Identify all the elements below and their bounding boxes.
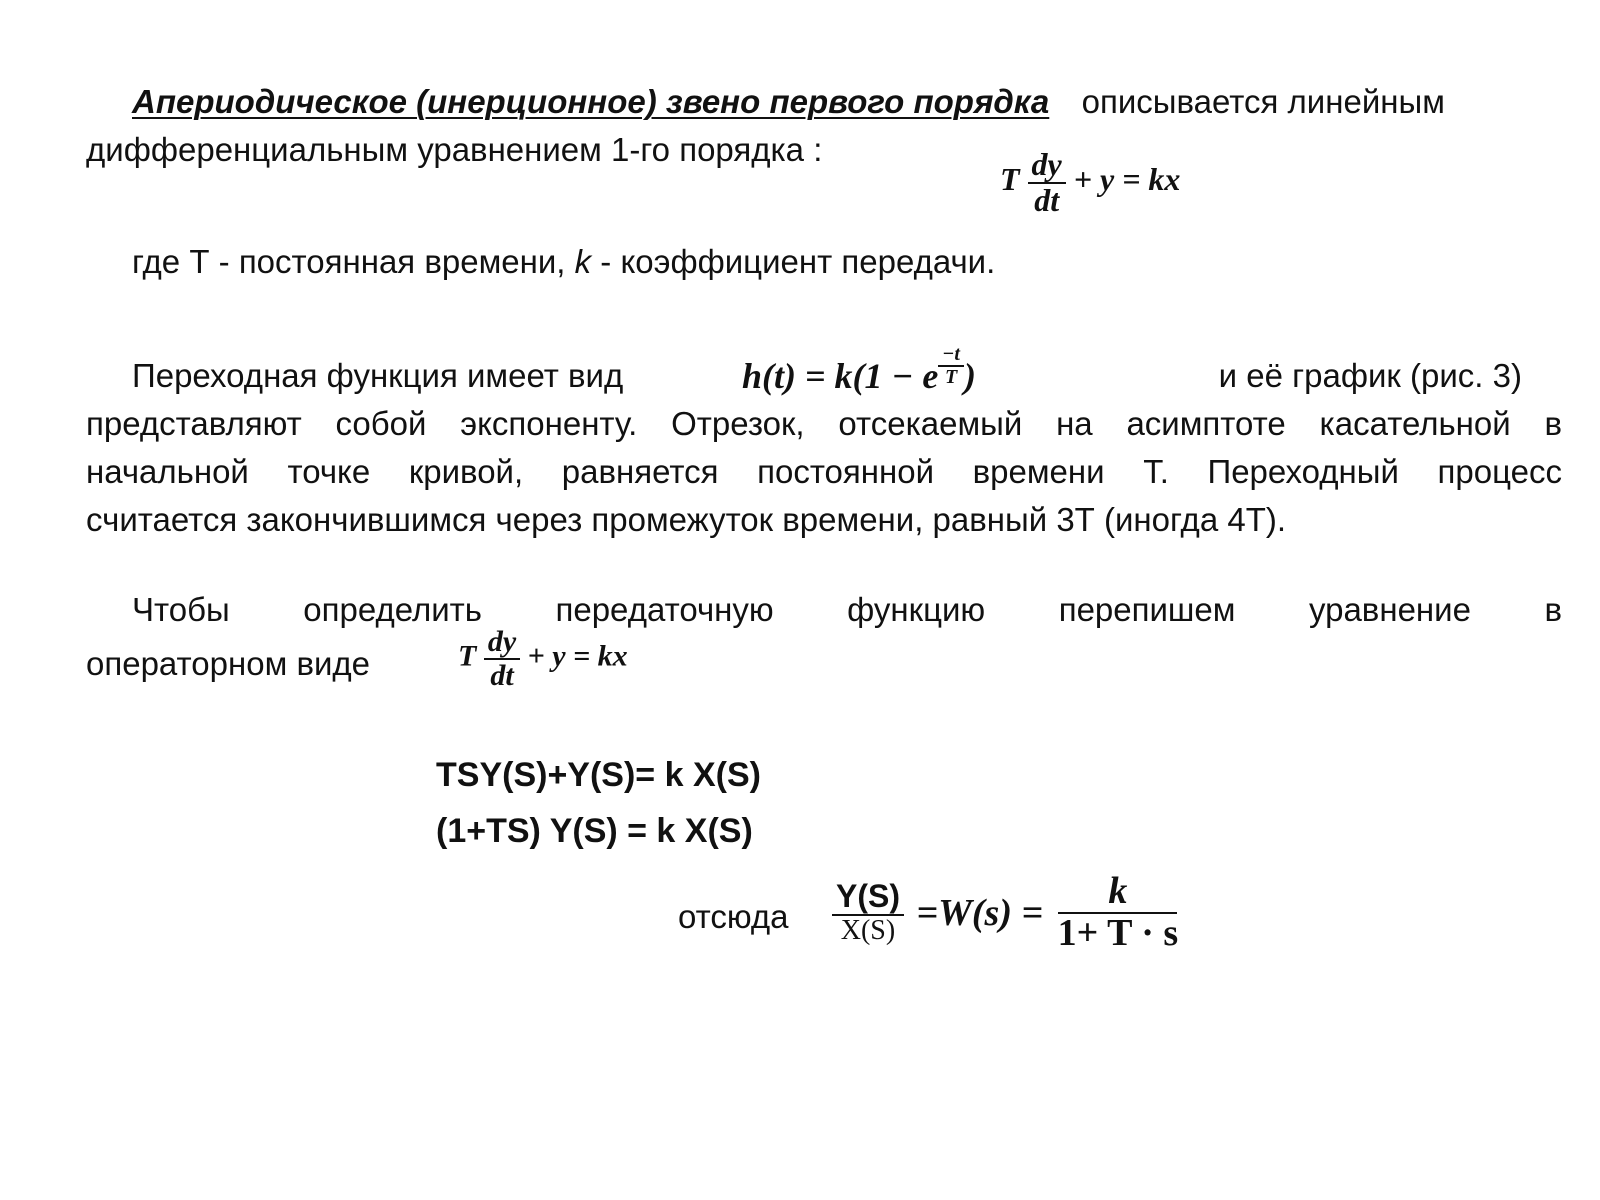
transition-lead: Переходная функция имеет вид [132,357,624,394]
differential-equation-1 [1000,148,1180,217]
eq6-left-numerator: Y(S) [832,880,904,916]
intro-line-1 [132,78,1445,126]
eq3-fraction [484,626,520,691]
eq1-fraction [1028,148,1066,217]
eq3-rest: + y = kx [527,639,628,673]
eq2-exponent [938,344,964,388]
eq2-lhs: h(t) = k(1 − e [742,356,939,396]
eq1-numerator: dy [1028,148,1066,184]
operator-line-2: операторном виде [86,645,371,682]
definitions-part-2: - коэффициент передачи. [591,243,996,280]
eq3-numerator: dy [484,626,520,660]
intro-line-2: дифференциальным уравнением 1-го порядка : [86,131,823,168]
definitions-part-1: где Т - постоянная времени, [132,243,575,280]
transition-function-formula [742,344,976,397]
definitions-line [132,238,995,286]
eq3-denominator: dt [490,658,514,692]
eq6-left-fraction [832,880,904,945]
eq1-denominator: dt [1034,181,1060,218]
transition-line-4: считается закончившимся через промежуток времени, равный 3Т (иногда 4Т). [86,501,1287,538]
eq6-right-denominator: 1+ T · s [1057,911,1179,954]
eq6-middle: =W(s) = [916,891,1044,934]
eq2-close: ) [963,356,976,396]
transition-after: и её график (рис. 3) [1218,357,1522,394]
hence-label: отсюда [678,898,789,935]
eq2-exponent-den: T [945,366,958,388]
intro-line-1-rest: описывается линейным [1081,83,1445,120]
eq3-T: T [458,639,477,673]
definitions-k: k [574,243,592,280]
eq6-left-denominator: X(S) [840,915,896,946]
operator-line-1: Чтобы определить передаточную функцию перепишем уравнение в [132,591,1562,628]
eq2-exponent-num: −t [938,344,964,367]
eq1-T: T [1000,160,1020,197]
eq6-right-fraction [1054,872,1183,954]
transition-line-2: представляют собой экспоненту. Отрезок, отсекаемый на асимптоте касательной в [86,405,1562,442]
operator-equation-2: (1+TS) Y(S) = k X(S) [436,812,753,850]
transition-line-3: начальной точке кривой, равняется постоянной времени Т. Переходный процесс [86,453,1562,490]
transfer-function-formula [832,872,1182,954]
section-title: Апериодическое (инерционное) звено первого порядка [132,83,1050,120]
differential-equation-2 [458,626,628,691]
eq1-rest: + y = kx [1073,160,1181,197]
operator-equation-1: TSY(S)+Y(S)= k X(S) [436,756,761,794]
eq6-right-numerator: k [1058,872,1177,914]
